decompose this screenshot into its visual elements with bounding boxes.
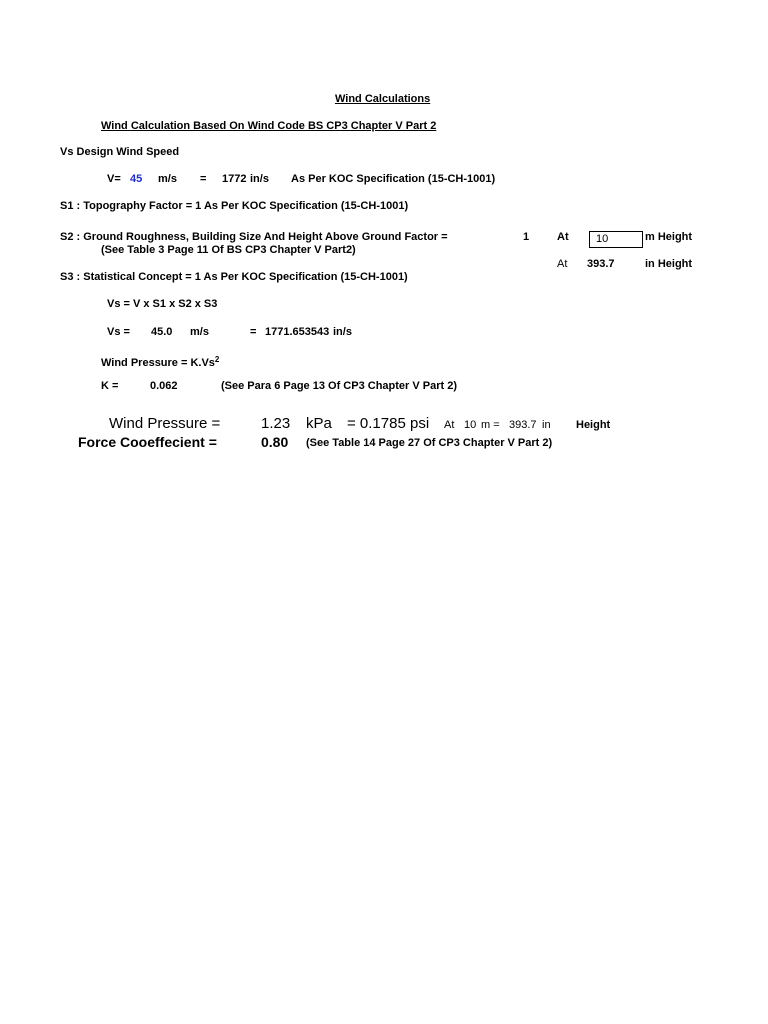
- v-in-value: 1772: [222, 173, 247, 185]
- height-input[interactable]: 10: [589, 231, 643, 248]
- force-coefficient-value: 0.80: [261, 434, 289, 450]
- wind-pressure-formula-exponent: 2: [214, 355, 220, 364]
- vs-result-in-value: 1771.653543: [265, 326, 330, 338]
- wind-pressure-psi: = 0.1785 psi: [347, 415, 430, 432]
- wind-pressure-m-value: 10: [464, 419, 477, 431]
- vs-result-in-unit: in/s: [333, 326, 352, 338]
- wind-pressure-height: Height: [576, 419, 611, 431]
- wind-pressure-in-value: 393.7: [509, 419, 537, 431]
- page-subtitle: Wind Calculation Based On Wind Code BS CP3 Chapter V Part 2: [101, 120, 437, 132]
- v-value: 45: [130, 173, 143, 185]
- s2-label: S2 : Ground Roughness, Building Size And Height Above Ground Factor =: [60, 231, 448, 243]
- wind-pressure-unit: kPa: [306, 415, 332, 432]
- wind-pressure-in-unit: in: [542, 419, 551, 431]
- s2-at-label-2: At: [557, 258, 568, 270]
- force-coefficient-label: Force Cooeffecient =: [78, 434, 217, 450]
- wind-pressure-label: Wind Pressure =: [109, 415, 221, 432]
- s2-reference: (See Table 3 Page 11 Of BS CP3 Chapter V Part2): [101, 244, 356, 256]
- v-unit: m/s: [158, 173, 177, 185]
- s2-value: 1: [523, 231, 530, 243]
- force-coefficient-reference: (See Table 14 Page 27 Of CP3 Chapter V Part 2): [306, 437, 553, 449]
- v-label: V=: [107, 173, 121, 185]
- s1-factor: S1 : Topography Factor = 1 As Per KOC Specification (15-CH-1001): [60, 200, 409, 212]
- vs-formula: Vs = V x S1 x S2 x S3: [107, 298, 218, 310]
- wind-pressure-formula: [101, 357, 219, 370]
- vs-design-heading: Vs Design Wind Speed: [60, 146, 180, 158]
- height-inches-unit: in Height: [645, 258, 693, 270]
- v-spec: As Per KOC Specification (15-CH-1001): [291, 173, 496, 185]
- page-title: Wind Calculations: [335, 93, 431, 105]
- v-in-unit: in/s: [250, 173, 269, 185]
- k-value: 0.062: [150, 380, 178, 392]
- s3-factor: S3 : Statistical Concept = 1 As Per KOC Specification (15-CH-1001): [60, 271, 408, 283]
- wind-pressure-m-unit: m =: [481, 419, 500, 431]
- wind-pressure-formula-text: Wind Pressure = K.Vs: [101, 357, 215, 369]
- vs-result-value: 45.0: [151, 326, 173, 338]
- vs-result-unit: m/s: [190, 326, 209, 338]
- vs-result-label: Vs =: [107, 326, 130, 338]
- k-reference: (See Para 6 Page 13 Of CP3 Chapter V Part 2): [221, 380, 457, 392]
- s2-at-label: At: [557, 231, 569, 243]
- k-label: K =: [101, 380, 119, 392]
- v-equals: =: [200, 173, 207, 185]
- height-inches: 393.7: [587, 258, 615, 270]
- height-unit: m Height: [645, 231, 693, 243]
- vs-result-equals: =: [250, 326, 257, 338]
- wind-pressure-value: 1.23: [261, 415, 291, 432]
- wind-pressure-at: At: [444, 419, 455, 431]
